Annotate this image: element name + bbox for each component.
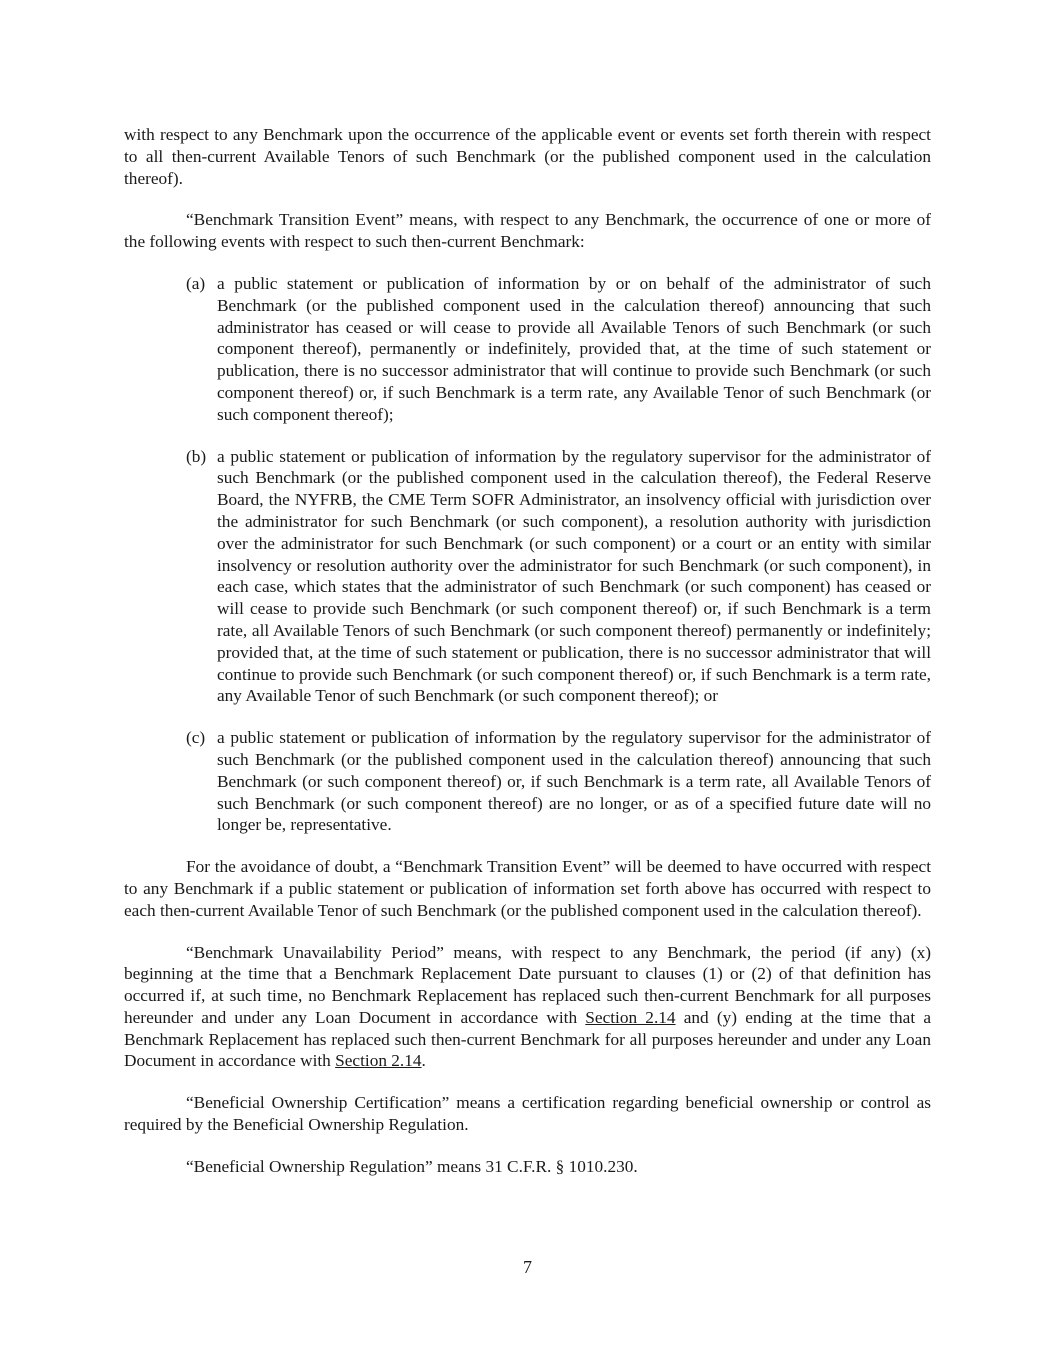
document-body — [124, 124, 931, 1198]
section-reference: Section 2.14 — [335, 1051, 422, 1071]
paragraph-avoidance-of-doubt: For the avoidance of doubt, a “Benchmark Transition Event” will be deemed to have occurred with respect to any Benchmark if a public statement or publication of information set forth above has occurred with respect to each then-current Available Tenor of such Benchmark (or the published component used in the calculation thereof). — [124, 857, 931, 920]
list-item-text: a public statement or publication of information by or on behalf of the administrator of such Benchmark (or the published component used in the calculation thereof) announcing that such administrator has ceased or will cease to provide all Available Tenors of such Benchmark (or such component thereof), permanently or indefinitely, provided that, at the time of such statement or publication, there is no successor administrator that will continue to provide such Benchmark (or such component thereof) or, if such Benchmark is a term rate, any Available Tenor of such Benchmark (or such component thereof); — [217, 273, 931, 424]
list-item-label: (a) — [186, 273, 206, 293]
definition-beneficial-ownership-certification: “Beneficial Ownership Certification” means a certification regarding beneficial ownership or control as required by the Beneficial Ownership Regulation. — [124, 1093, 931, 1135]
definition-beneficial-ownership-regulation: “Beneficial Ownership Regulation” means 31 C.F.R. § 1010.230. — [186, 1156, 638, 1176]
list-item-label: (b) — [186, 446, 207, 466]
definition-benchmark-transition-event: “Benchmark Transition Event” means, with respect to any Benchmark, the occurrence of one or more of the following events with respect to such then-current Benchmark: — [124, 210, 931, 252]
paragraph-continuation: with respect to any Benchmark upon the occurrence of the applicable event or events set forth therein with respect to all then-current Available Tenors of such Benchmark (or the published component used in the calculation thereof). — [124, 125, 931, 188]
list-item-text: a public statement or publication of information by the regulatory supervisor for the administrator of such Benchmark (or the published component used in the calculation thereof) announcing that such Benchmark (or such component thereof) or, if such Benchmark is a term rate, all Available Tenors of such Benchmark (or such component thereof) are no longer, or as of a specified future date will no longer be, representative. — [217, 728, 931, 835]
list-item-a — [186, 273, 931, 426]
list-item-c — [186, 727, 931, 836]
page-number: 7 — [523, 1257, 532, 1277]
paragraph-text: . — [421, 1051, 426, 1071]
section-reference: Section 2.14 — [585, 1007, 676, 1027]
paragraph-text: “Benchmark Unavailability Period” means, with respect to any Benchmark, the period (if any) (x) beginning at the time that a Benchmark Replacement Date pursuant to clauses (1) or (2) of that definition has occurred if, at such time, no Benchmark Replacement has replaced such then-current Benchmark for all purposes hereunder and under any Loan Document in accordance with — [124, 942, 931, 1027]
list-item-label: (c) — [186, 728, 206, 748]
paragraph-text: and (y) ending at the time that a Benchmark Replacement has replaced such then-current Benchmark for all purposes hereunder and under any Loan Document in accordance with — [124, 1007, 931, 1071]
definition-benchmark-unavailability-period — [124, 942, 931, 1073]
list-item-b — [186, 446, 931, 708]
list-item-text: a public statement or publication of information by the regulatory supervisor for the administrator of such Benchmark (or the published component used in the calculation thereof), the Federal Reserve Board, the NYFRB, the CME Term SOFR Administrator, an insolvency official with jurisdiction over the administrator for such Benchmark (or such component), a resolution authority with jurisdiction over the administrator for such Benchmark (or such component) or a court or an entity with similar insolvency or resolution authority over the administrator for such Benchmark (or such component), in each case, which states that the administrator of such Benchmark (or such component) has ceased or will cease to provide such Benchmark (or such component thereof) or, if such Benchmark is a term rate, all Available Tenors of such Benchmark (or such component thereof) permanently or indefinitely; provided that, at the time of such statement or publication, there is no successor administrator that will continue to provide such Benchmark (or such component thereof) or, if such Benchmark is a term rate, any Available Tenor of such Benchmark (or such component thereof); or — [217, 446, 931, 706]
